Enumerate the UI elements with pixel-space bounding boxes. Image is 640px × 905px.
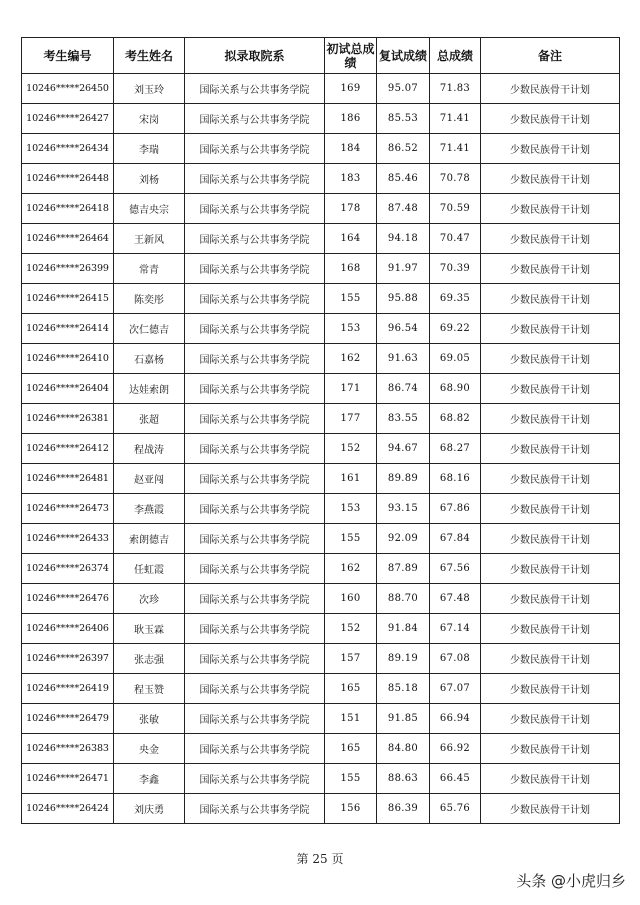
cell-candidate-id: 10246*****26473 <box>22 494 114 524</box>
cell-prelim-score: 151 <box>325 704 377 734</box>
header-total-score: 总成绩 <box>430 38 481 74</box>
cell-candidate-name: 德吉央宗 <box>114 194 185 224</box>
cell-candidate-name: 耿玉霖 <box>114 614 185 644</box>
cell-candidate-name: 程战涛 <box>114 434 185 464</box>
cell-candidate-name: 张志强 <box>114 644 185 674</box>
cell-department: 国际关系与公共事务学院 <box>185 524 325 554</box>
cell-remarks: 少数民族骨干计划 <box>481 314 620 344</box>
cell-remarks: 少数民族骨干计划 <box>481 674 620 704</box>
cell-remarks: 少数民族骨干计划 <box>481 404 620 434</box>
cell-department: 国际关系与公共事务学院 <box>185 314 325 344</box>
table-row <box>22 434 620 464</box>
table-body <box>22 74 620 824</box>
cell-remarks: 少数民族骨干计划 <box>481 584 620 614</box>
cell-total-score: 70.78 <box>430 164 481 194</box>
cell-prelim-score: 156 <box>325 794 377 824</box>
table-row <box>22 104 620 134</box>
cell-department: 国际关系与公共事务学院 <box>185 584 325 614</box>
cell-department: 国际关系与公共事务学院 <box>185 104 325 134</box>
cell-total-score: 71.83 <box>430 74 481 104</box>
table-row <box>22 314 620 344</box>
cell-total-score: 67.48 <box>430 584 481 614</box>
cell-total-score: 67.08 <box>430 644 481 674</box>
cell-retest-score: 91.85 <box>377 704 430 734</box>
cell-candidate-name: 程玉赞 <box>114 674 185 704</box>
cell-candidate-name: 李瑞 <box>114 134 185 164</box>
cell-prelim-score: 162 <box>325 554 377 584</box>
cell-candidate-name: 李燕霞 <box>114 494 185 524</box>
cell-retest-score: 91.84 <box>377 614 430 644</box>
header-prelim-score: 初试总成绩 <box>325 38 377 74</box>
cell-remarks: 少数民族骨干计划 <box>481 644 620 674</box>
table-row <box>22 194 620 224</box>
cell-prelim-score: 169 <box>325 74 377 104</box>
cell-prelim-score: 161 <box>325 464 377 494</box>
cell-department: 国际关系与公共事务学院 <box>185 224 325 254</box>
cell-department: 国际关系与公共事务学院 <box>185 164 325 194</box>
cell-total-score: 68.16 <box>430 464 481 494</box>
cell-candidate-name: 张敏 <box>114 704 185 734</box>
cell-candidate-name: 任虹霞 <box>114 554 185 584</box>
cell-retest-score: 89.89 <box>377 464 430 494</box>
cell-retest-score: 91.97 <box>377 254 430 284</box>
cell-prelim-score: 183 <box>325 164 377 194</box>
cell-candidate-id: 10246*****26481 <box>22 464 114 494</box>
table-row <box>22 614 620 644</box>
cell-candidate-name: 刘玉玲 <box>114 74 185 104</box>
cell-retest-score: 88.63 <box>377 764 430 794</box>
cell-prelim-score: 160 <box>325 584 377 614</box>
cell-total-score: 66.45 <box>430 764 481 794</box>
cell-candidate-id: 10246*****26418 <box>22 194 114 224</box>
cell-prelim-score: 184 <box>325 134 377 164</box>
cell-remarks: 少数民族骨干计划 <box>481 374 620 404</box>
cell-prelim-score: 152 <box>325 614 377 644</box>
cell-retest-score: 95.88 <box>377 284 430 314</box>
table-row <box>22 794 620 824</box>
cell-retest-score: 91.63 <box>377 344 430 374</box>
cell-candidate-name: 次仁德吉 <box>114 314 185 344</box>
cell-retest-score: 86.39 <box>377 794 430 824</box>
table-row <box>22 344 620 374</box>
cell-candidate-id: 10246*****26471 <box>22 764 114 794</box>
cell-prelim-score: 157 <box>325 644 377 674</box>
cell-remarks: 少数民族骨干计划 <box>481 164 620 194</box>
cell-total-score: 66.94 <box>430 704 481 734</box>
cell-remarks: 少数民族骨干计划 <box>481 134 620 164</box>
table-row <box>22 584 620 614</box>
cell-total-score: 67.07 <box>430 674 481 704</box>
cell-retest-score: 93.15 <box>377 494 430 524</box>
cell-department: 国际关系与公共事务学院 <box>185 434 325 464</box>
cell-department: 国际关系与公共事务学院 <box>185 284 325 314</box>
cell-candidate-name: 索朗德吉 <box>114 524 185 554</box>
cell-candidate-id: 10246*****26397 <box>22 644 114 674</box>
cell-total-score: 67.84 <box>430 524 481 554</box>
cell-retest-score: 85.18 <box>377 674 430 704</box>
cell-candidate-id: 10246*****26450 <box>22 74 114 104</box>
cell-department: 国际关系与公共事务学院 <box>185 374 325 404</box>
table-row <box>22 734 620 764</box>
cell-prelim-score: 152 <box>325 434 377 464</box>
table-row <box>22 554 620 584</box>
table-row <box>22 74 620 104</box>
cell-prelim-score: 153 <box>325 314 377 344</box>
cell-retest-score: 95.07 <box>377 74 430 104</box>
cell-total-score: 70.39 <box>430 254 481 284</box>
cell-retest-score: 94.67 <box>377 434 430 464</box>
table-row <box>22 374 620 404</box>
cell-remarks: 少数民族骨干计划 <box>481 554 620 584</box>
cell-remarks: 少数民族骨干计划 <box>481 344 620 374</box>
cell-prelim-score: 155 <box>325 764 377 794</box>
cell-prelim-score: 168 <box>325 254 377 284</box>
cell-candidate-id: 10246*****26415 <box>22 284 114 314</box>
cell-candidate-name: 赵亚闯 <box>114 464 185 494</box>
cell-prelim-score: 153 <box>325 494 377 524</box>
cell-candidate-id: 10246*****26464 <box>22 224 114 254</box>
cell-remarks: 少数民族骨干计划 <box>481 464 620 494</box>
cell-candidate-name: 刘庆勇 <box>114 794 185 824</box>
cell-candidate-name: 宋岗 <box>114 104 185 134</box>
cell-candidate-name: 张超 <box>114 404 185 434</box>
cell-remarks: 少数民族骨干计划 <box>481 434 620 464</box>
cell-retest-score: 86.74 <box>377 374 430 404</box>
cell-retest-score: 92.09 <box>377 524 430 554</box>
table-row <box>22 224 620 254</box>
cell-total-score: 65.76 <box>430 794 481 824</box>
cell-department: 国际关系与公共事务学院 <box>185 644 325 674</box>
cell-remarks: 少数民族骨干计划 <box>481 704 620 734</box>
cell-total-score: 68.90 <box>430 374 481 404</box>
table-row <box>22 764 620 794</box>
cell-prelim-score: 178 <box>325 194 377 224</box>
cell-prelim-score: 155 <box>325 524 377 554</box>
cell-retest-score: 85.46 <box>377 164 430 194</box>
cell-department: 国际关系与公共事务学院 <box>185 494 325 524</box>
header-retest-score: 复试成绩 <box>377 38 430 74</box>
cell-candidate-name: 石嘉杨 <box>114 344 185 374</box>
cell-candidate-id: 10246*****26414 <box>22 314 114 344</box>
cell-candidate-id: 10246*****26381 <box>22 404 114 434</box>
cell-candidate-id: 10246*****26374 <box>22 554 114 584</box>
cell-retest-score: 89.19 <box>377 644 430 674</box>
cell-candidate-id: 10246*****26448 <box>22 164 114 194</box>
cell-remarks: 少数民族骨干计划 <box>481 194 620 224</box>
cell-candidate-id: 10246*****26412 <box>22 434 114 464</box>
table-row <box>22 404 620 434</box>
cell-prelim-score: 186 <box>325 104 377 134</box>
cell-prelim-score: 155 <box>325 284 377 314</box>
cell-candidate-id: 10246*****26406 <box>22 614 114 644</box>
table-row <box>22 644 620 674</box>
cell-prelim-score: 171 <box>325 374 377 404</box>
cell-remarks: 少数民族骨干计划 <box>481 764 620 794</box>
cell-retest-score: 87.89 <box>377 554 430 584</box>
cell-candidate-id: 10246*****26424 <box>22 794 114 824</box>
table-row <box>22 704 620 734</box>
cell-total-score: 68.82 <box>430 404 481 434</box>
cell-candidate-id: 10246*****26479 <box>22 704 114 734</box>
cell-remarks: 少数民族骨干计划 <box>481 104 620 134</box>
table-row <box>22 494 620 524</box>
cell-total-score: 70.47 <box>430 224 481 254</box>
cell-department: 国际关系与公共事务学院 <box>185 674 325 704</box>
cell-prelim-score: 165 <box>325 674 377 704</box>
cell-candidate-id: 10246*****26476 <box>22 584 114 614</box>
cell-candidate-id: 10246*****26427 <box>22 104 114 134</box>
cell-remarks: 少数民族骨干计划 <box>481 284 620 314</box>
cell-candidate-name: 刘杨 <box>114 164 185 194</box>
page-number: 第 25 页 <box>296 852 344 866</box>
cell-remarks: 少数民族骨干计划 <box>481 734 620 764</box>
cell-candidate-id: 10246*****26419 <box>22 674 114 704</box>
cell-remarks: 少数民族骨干计划 <box>481 494 620 524</box>
table-header-row <box>22 38 620 74</box>
cell-remarks: 少数民族骨干计划 <box>481 254 620 284</box>
cell-remarks: 少数民族骨干计划 <box>481 794 620 824</box>
cell-candidate-id: 10246*****26433 <box>22 524 114 554</box>
table-row <box>22 254 620 284</box>
cell-candidate-name: 常青 <box>114 254 185 284</box>
header-department: 拟录取院系 <box>185 38 325 74</box>
cell-total-score: 68.27 <box>430 434 481 464</box>
cell-retest-score: 88.70 <box>377 584 430 614</box>
cell-candidate-id: 10246*****26399 <box>22 254 114 284</box>
cell-department: 国际关系与公共事务学院 <box>185 74 325 104</box>
cell-candidate-id: 10246*****26434 <box>22 134 114 164</box>
cell-department: 国际关系与公共事务学院 <box>185 764 325 794</box>
cell-candidate-id: 10246*****26410 <box>22 344 114 374</box>
table-row <box>22 284 620 314</box>
table-row <box>22 464 620 494</box>
watermark-text: 头条 @小虎归乡 <box>516 872 626 890</box>
table-row <box>22 524 620 554</box>
cell-total-score: 67.86 <box>430 494 481 524</box>
cell-candidate-name: 李鑫 <box>114 764 185 794</box>
cell-remarks: 少数民族骨干计划 <box>481 74 620 104</box>
header-candidate-id: 考生编号 <box>22 38 114 74</box>
cell-department: 国际关系与公共事务学院 <box>185 464 325 494</box>
cell-department: 国际关系与公共事务学院 <box>185 344 325 374</box>
cell-prelim-score: 162 <box>325 344 377 374</box>
cell-retest-score: 86.52 <box>377 134 430 164</box>
cell-prelim-score: 164 <box>325 224 377 254</box>
cell-candidate-name: 央金 <box>114 734 185 764</box>
cell-retest-score: 87.48 <box>377 194 430 224</box>
cell-candidate-name: 次珍 <box>114 584 185 614</box>
cell-retest-score: 85.53 <box>377 104 430 134</box>
cell-department: 国际关系与公共事务学院 <box>185 134 325 164</box>
cell-prelim-score: 165 <box>325 734 377 764</box>
cell-prelim-score: 177 <box>325 404 377 434</box>
cell-remarks: 少数民族骨干计划 <box>481 224 620 254</box>
cell-department: 国际关系与公共事务学院 <box>185 704 325 734</box>
table-row <box>22 134 620 164</box>
cell-remarks: 少数民族骨干计划 <box>481 614 620 644</box>
cell-department: 国际关系与公共事务学院 <box>185 614 325 644</box>
cell-retest-score: 94.18 <box>377 224 430 254</box>
header-candidate-name: 考生姓名 <box>114 38 185 74</box>
cell-retest-score: 83.55 <box>377 404 430 434</box>
cell-department: 国际关系与公共事务学院 <box>185 194 325 224</box>
cell-department: 国际关系与公共事务学院 <box>185 554 325 584</box>
cell-total-score: 71.41 <box>430 104 481 134</box>
cell-candidate-name: 陈奕彤 <box>114 284 185 314</box>
cell-candidate-id: 10246*****26404 <box>22 374 114 404</box>
admission-table <box>21 37 620 824</box>
table-row <box>22 164 620 194</box>
header-remarks: 备注 <box>481 38 620 74</box>
cell-total-score: 70.59 <box>430 194 481 224</box>
cell-candidate-name: 王新风 <box>114 224 185 254</box>
cell-candidate-id: 10246*****26383 <box>22 734 114 764</box>
admission-table-container <box>21 37 620 824</box>
cell-total-score: 71.41 <box>430 134 481 164</box>
cell-total-score: 69.22 <box>430 314 481 344</box>
cell-candidate-name: 达娃索朗 <box>114 374 185 404</box>
cell-department: 国际关系与公共事务学院 <box>185 404 325 434</box>
cell-retest-score: 84.80 <box>377 734 430 764</box>
cell-department: 国际关系与公共事务学院 <box>185 734 325 764</box>
cell-total-score: 67.14 <box>430 614 481 644</box>
cell-total-score: 67.56 <box>430 554 481 584</box>
cell-total-score: 69.35 <box>430 284 481 314</box>
cell-department: 国际关系与公共事务学院 <box>185 794 325 824</box>
cell-retest-score: 96.54 <box>377 314 430 344</box>
cell-remarks: 少数民族骨干计划 <box>481 524 620 554</box>
cell-department: 国际关系与公共事务学院 <box>185 254 325 284</box>
cell-total-score: 66.92 <box>430 734 481 764</box>
cell-total-score: 69.05 <box>430 344 481 374</box>
table-row <box>22 674 620 704</box>
